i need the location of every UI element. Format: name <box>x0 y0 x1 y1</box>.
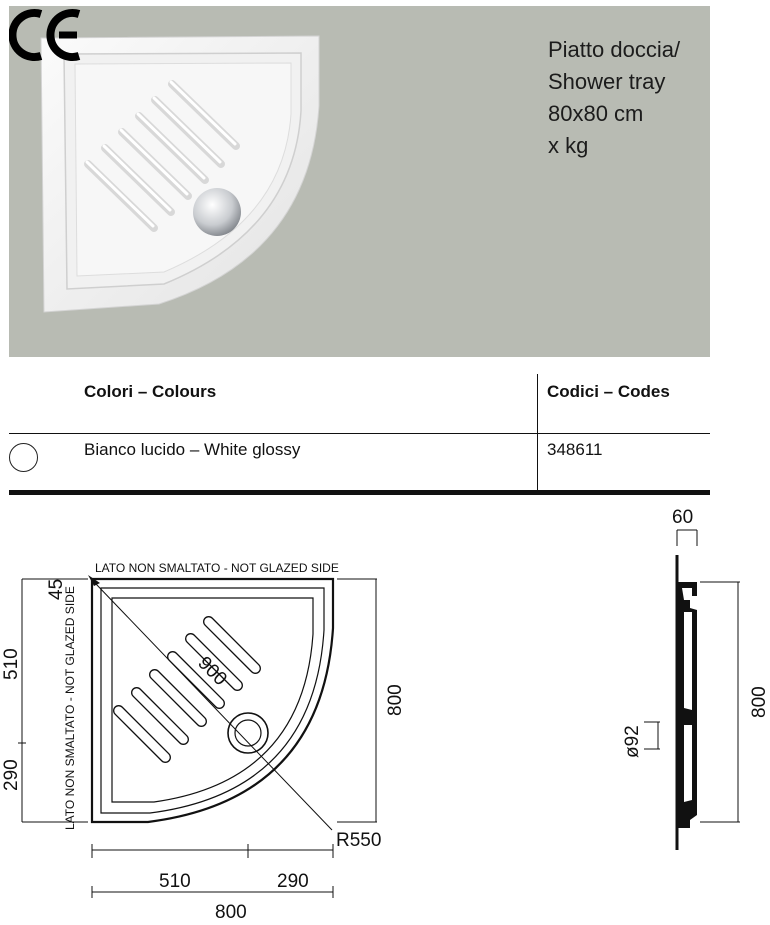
dimension-900: 900 <box>193 652 231 690</box>
colour-swatch <box>9 443 38 472</box>
left-side-label: LATO NON SMALTATO - NOT GLAZED SIDE <box>63 586 77 830</box>
dimension-45: 45 <box>46 578 67 600</box>
product-code: 348611 <box>547 440 603 459</box>
product-size: 80x80 cm <box>548 101 644 126</box>
dimension-r550: R550 <box>336 830 382 851</box>
dimension-800-bottom: 800 <box>215 902 247 923</box>
product-weight: x kg <box>548 133 589 158</box>
header-colours: Colori – Colours <box>84 382 217 401</box>
product-description <box>548 34 680 162</box>
dimension-800-right: 800 <box>385 684 406 716</box>
product-title-it: Piatto doccia/ <box>548 37 681 62</box>
dimension-290-bottom: 290 <box>277 871 309 892</box>
header-divider <box>9 433 710 434</box>
colours-codes-table <box>9 374 710 496</box>
product-photo-panel <box>9 6 710 357</box>
colour-name: Bianco lucido – White glossy <box>84 440 301 459</box>
section-dimension-800: 800 <box>749 686 770 718</box>
dimension-510-left: 510 <box>1 648 22 680</box>
dimension-510-bottom: 510 <box>159 871 191 892</box>
top-side-label: LATO NON SMALTATO - NOT GLAZED SIDE <box>95 561 339 575</box>
section-dimension-92: ø92 <box>622 725 643 758</box>
drain-icon <box>193 188 241 236</box>
ce-mark-icon <box>9 6 83 64</box>
section-view <box>622 507 770 850</box>
product-title-en: Shower tray <box>548 69 666 94</box>
header-codes: Codici – Codes <box>547 382 670 401</box>
dimension-290-left: 290 <box>1 759 22 791</box>
section-dimension-60: 60 <box>672 507 694 528</box>
technical-drawing <box>0 500 770 925</box>
table-bottom-rule <box>9 490 710 495</box>
